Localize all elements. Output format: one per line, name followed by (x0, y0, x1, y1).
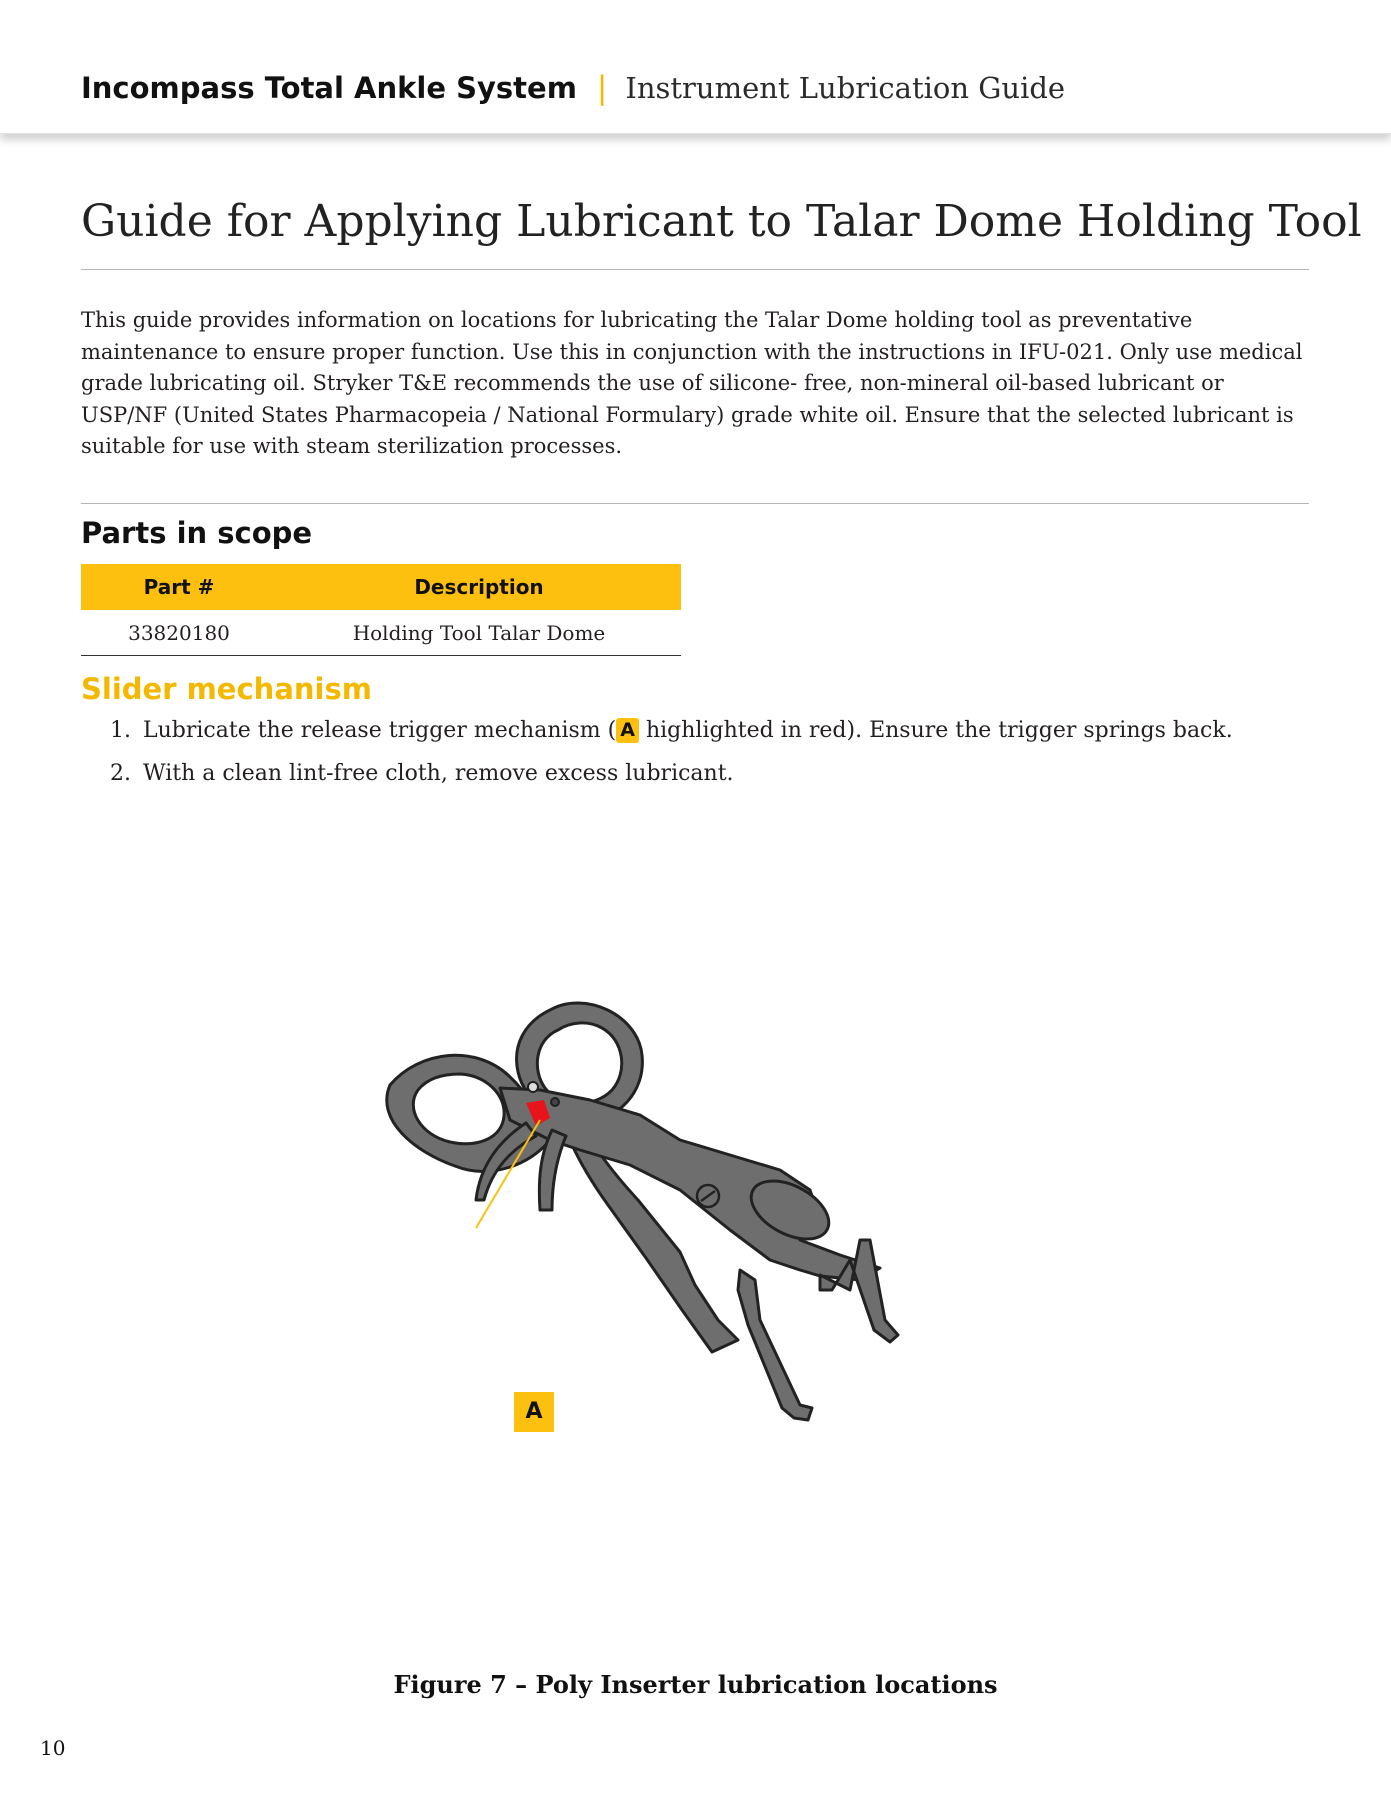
parts-table (81, 564, 681, 656)
section-divider (81, 503, 1309, 504)
intro-paragraph: This guide provides information on locations for lubricating the Talar Dome holding tool as preventative maintenance to ensure proper function. Use this in conjunction with the instructions in IFU-021. Only use medical grade lubricating oil. Stryker T&E recommends the use of silicone- free, non-mineral oil-based lubricant or USP/NF (United States Pharmacopeia / National Formulary) grade white oil. Ensure that the selected lubricant is suitable for use with steam sterilization processes. (81, 308, 1303, 458)
step-text-after: highlighted in red). Ensure the trigger springs back. (638, 718, 1233, 743)
header-separator: | (596, 70, 608, 106)
step-text: With a clean lint-free cloth, remove excess lubricant. (143, 761, 734, 786)
step-number: 1. (110, 718, 131, 743)
parts-table-header (81, 564, 681, 610)
callout-badge: A (616, 718, 639, 743)
step-number: 2. (110, 761, 131, 786)
table-row (81, 610, 681, 656)
instrument-figure (380, 990, 1020, 1610)
figure-caption: Figure 7 – Poly Inserter lubrication locations (393, 1670, 998, 1699)
jaw-left (738, 1270, 812, 1420)
page-header (0, 0, 1391, 134)
header-subtitle: Instrument Lubrication Guide (625, 71, 1066, 105)
header-line (81, 70, 1065, 106)
pin-icon (551, 1098, 559, 1106)
lower-arm (500, 1088, 880, 1280)
parts-heading: Parts in scope (81, 516, 313, 550)
header-brand: Incompass Total Ankle System (81, 71, 577, 105)
description-cell: Holding Tool Talar Dome (277, 610, 681, 656)
steps-list (110, 718, 1233, 804)
page-title: Guide for Applying Lubricant to Talar Dome Holding Tool (81, 196, 1362, 247)
list-item (110, 718, 1233, 761)
slider-heading: Slider mechanism (81, 672, 372, 706)
pin-icon (528, 1082, 538, 1092)
column-header-part: Part # (81, 564, 277, 610)
column-header-description: Description (277, 564, 681, 610)
step-text-before: Lubricate the release trigger mechanism ( (143, 718, 617, 743)
page-number: 10 (40, 1736, 66, 1760)
title-divider (81, 269, 1309, 270)
callout-label: A (514, 1392, 554, 1432)
holding-tool-illustration (380, 990, 1020, 1610)
part-number-cell: 33820180 (81, 610, 277, 656)
list-item (110, 761, 1233, 804)
